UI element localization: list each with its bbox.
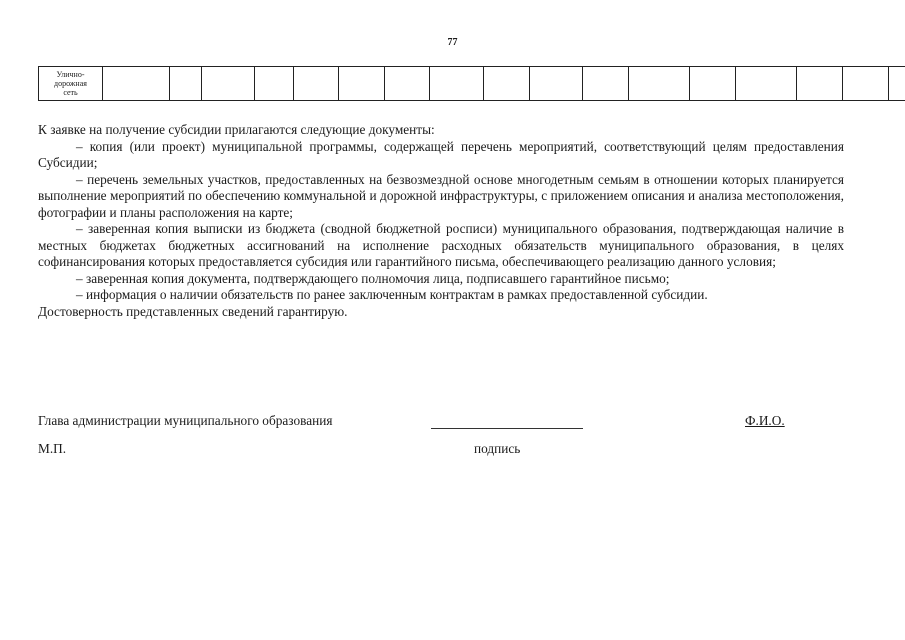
- table-cell: [170, 67, 202, 101]
- table-cell: [530, 67, 583, 101]
- table-cell: [255, 67, 294, 101]
- table-cell: [690, 67, 736, 101]
- signature-caption: подпись: [474, 441, 521, 456]
- paragraph: Достоверность представленных сведений гарантирую.: [38, 303, 348, 319]
- paragraph: – копия (или проект) муниципальной программы, содержащей перечень мероприятий, соответствующий целям предоставления Субсидии;: [38, 138, 844, 170]
- data-table: [38, 66, 905, 101]
- table-cell: [294, 67, 339, 101]
- head-title: Глава администрации муниципального образования: [38, 413, 333, 428]
- mp-label: М.П.: [38, 441, 67, 456]
- row-label-line: Улично-: [56, 70, 85, 79]
- document-body: [38, 122, 844, 320]
- table-cell: [385, 67, 430, 101]
- signature-row: [38, 413, 878, 433]
- row-label-line: дорожная: [54, 79, 87, 88]
- table-cell: [430, 67, 484, 101]
- table-cell-row-label: [39, 67, 103, 101]
- table-cell: [736, 67, 797, 101]
- table-cell: [484, 67, 530, 101]
- table-cell: [843, 67, 889, 101]
- paragraph: – перечень земельных участков, предоставленных на безвозмездной основе многодетным семьям в отношении которых планируется выполнение мероприятий по обеспечению коммунальной и дорожной инфраструктуры, с приложением описания и анализа местоположения, фотографии и планы расположения на карте;: [38, 171, 844, 220]
- fio-label: Ф.И.О.: [745, 413, 785, 428]
- paragraph: – заверенная копия выписки из бюджета (сводной бюджетной росписи) муниципального образования, подтверждающая наличие в местных бюджетах бюджетных ассигнований на исполнение расходных обязательств муниципального образования, в целях софинансирования которых предоставляется субсидия или гарантийного письма, обеспечивающего реализацию данного условия;: [38, 221, 844, 269]
- table-cell: [583, 67, 629, 101]
- paragraph: – заверенная копия документа, подтверждающего полномочия лица, подписавшего гарантийное письмо;: [76, 270, 670, 286]
- table-cell: [103, 67, 170, 101]
- table-cell: [202, 67, 255, 101]
- signature-line: [431, 428, 583, 429]
- page-number: 77: [447, 37, 458, 48]
- row-label-line: сеть: [63, 88, 78, 97]
- table-cell: [339, 67, 385, 101]
- table-cell: [797, 67, 843, 101]
- table-row: [39, 67, 905, 101]
- table-cell: [629, 67, 690, 101]
- paragraph: – информация о наличии обязательств по ранее заключенным контрактам в рамках предоставленной субсидии.: [76, 287, 708, 302]
- table-cell: [889, 67, 905, 101]
- paragraph: К заявке на получение субсидии прилагаются следующие документы:: [38, 122, 435, 137]
